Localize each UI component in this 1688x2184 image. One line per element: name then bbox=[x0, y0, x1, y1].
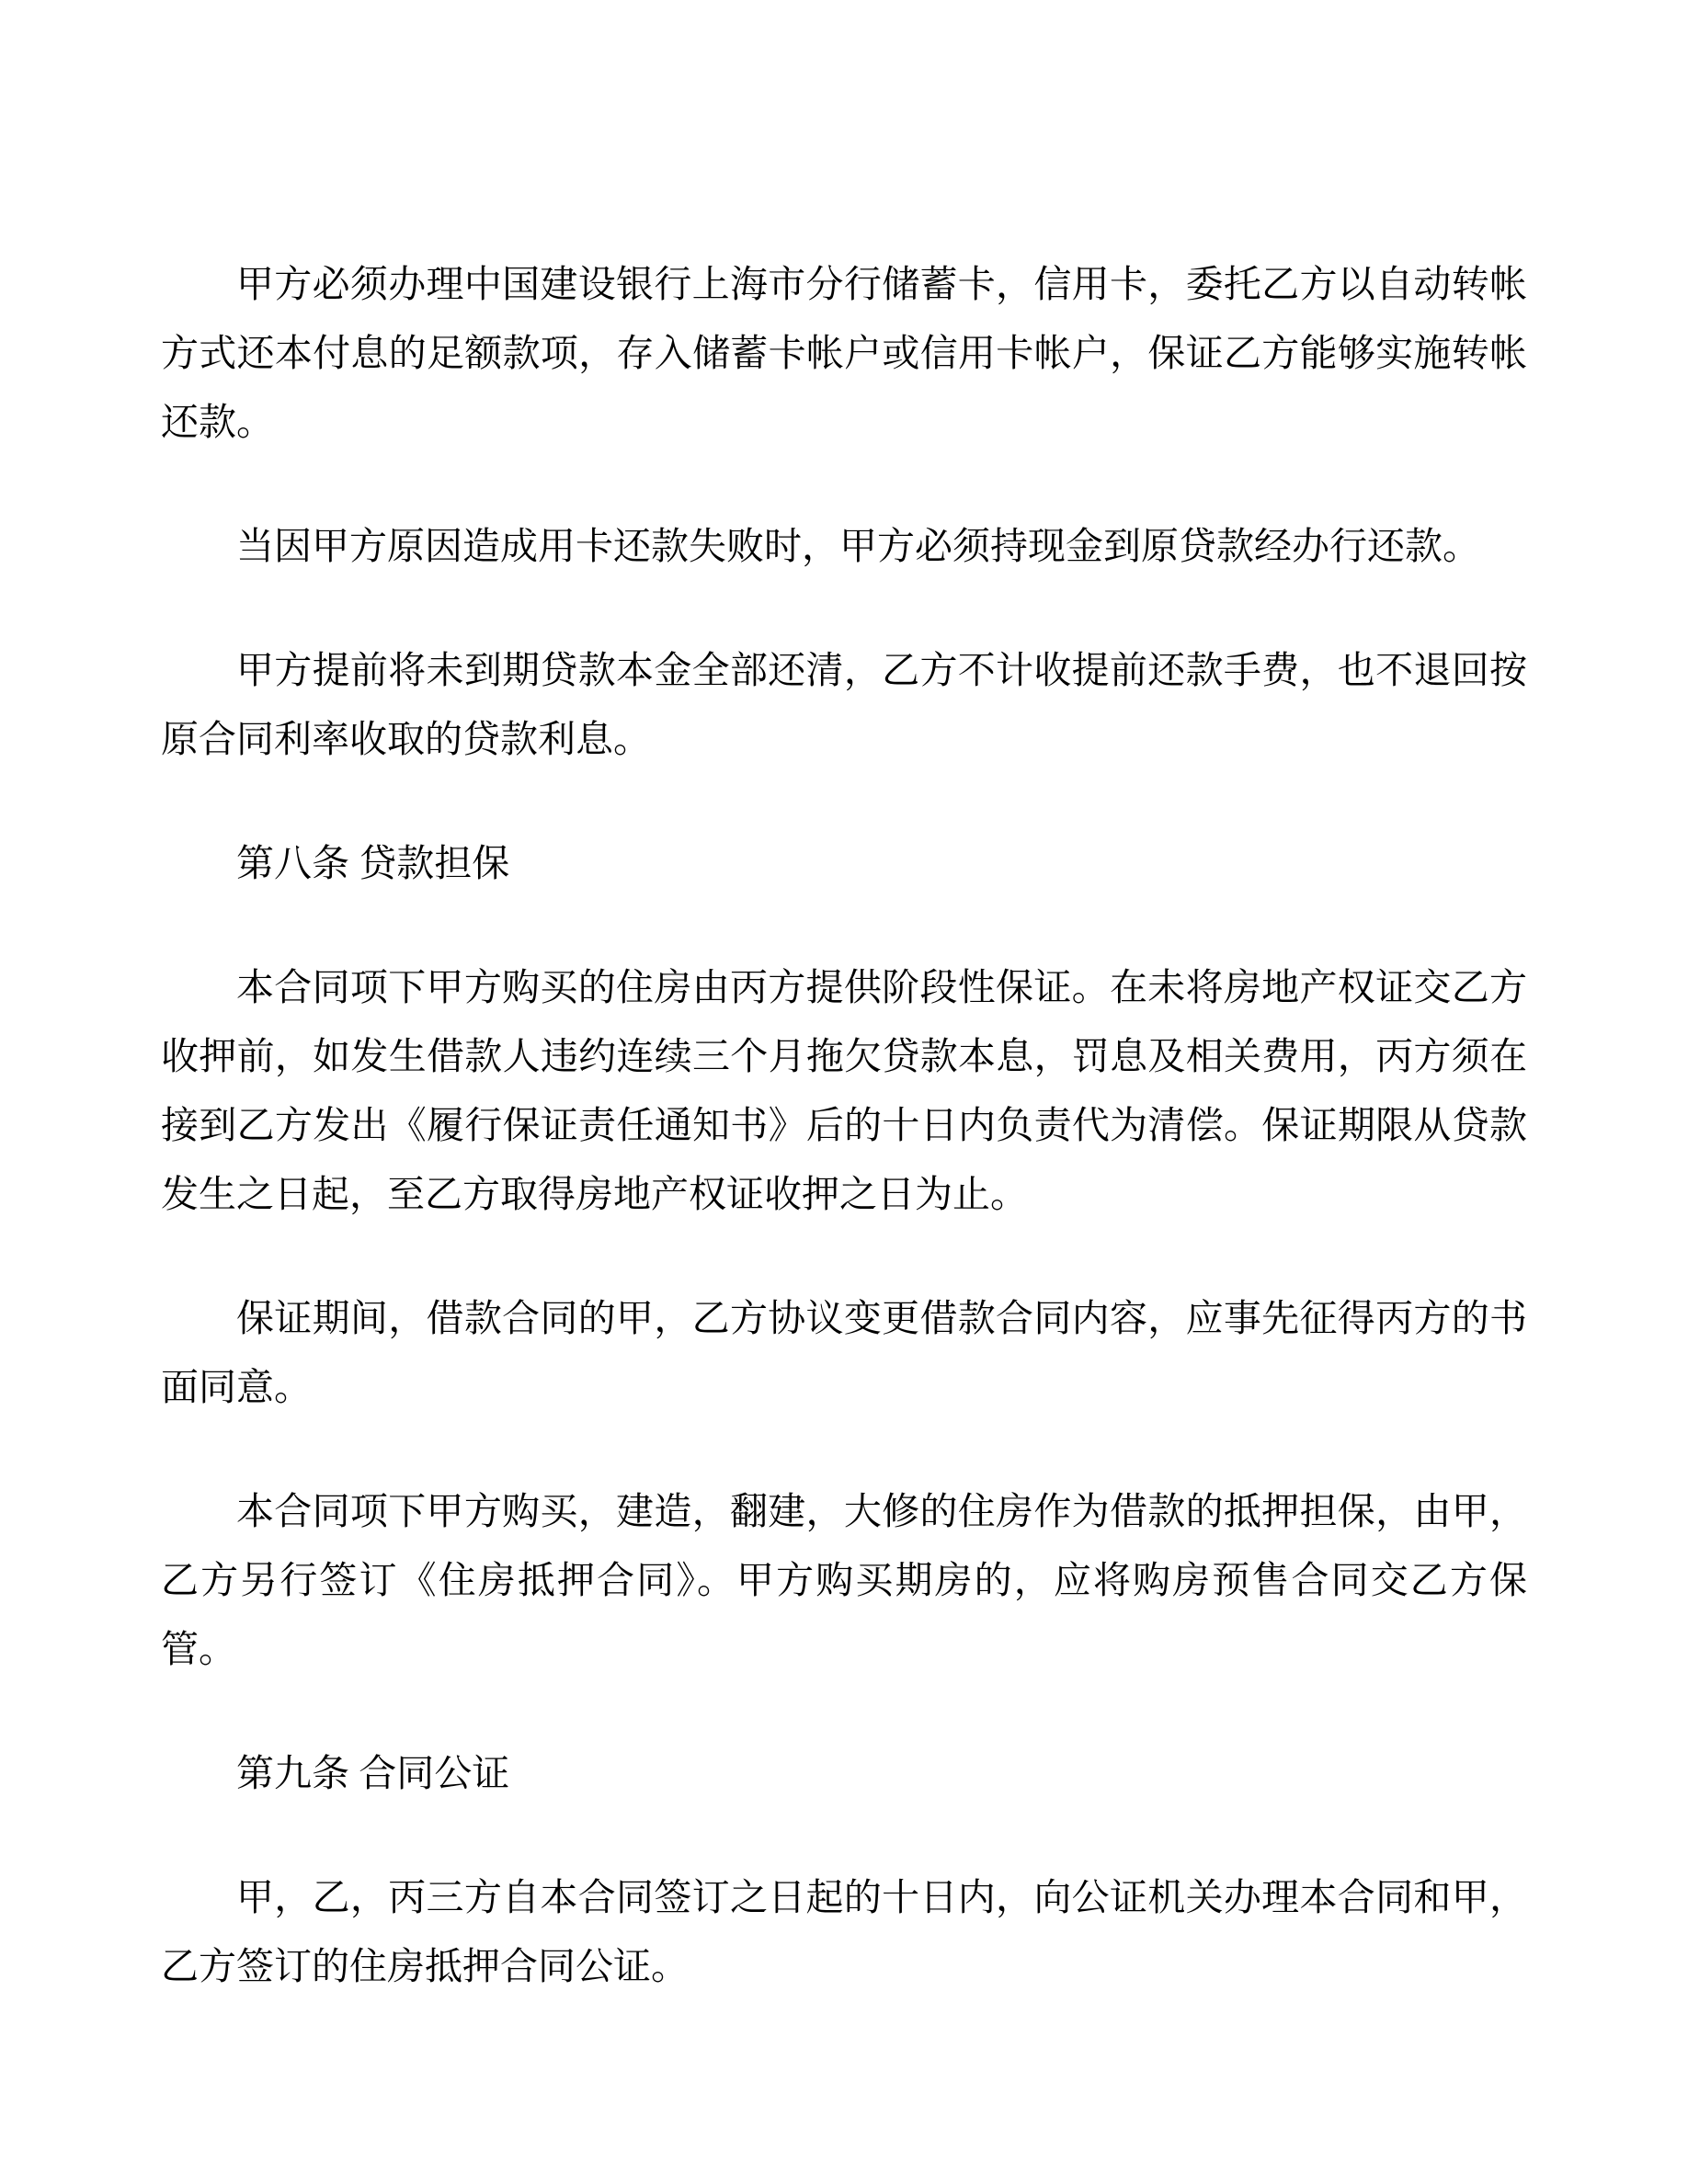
paragraph-cash-repayment: 当因甲方原因造成用卡还款失败时，甲方必须持现金到原贷款经办行还款。 bbox=[236, 525, 1480, 567]
paragraph-stage-guarantee: 本合同项下甲方购买的住房由丙方提供阶段性保证。在未将房地产权证交乙方收押前，如发生借款人违约连续三个月拖欠贷款本息，罚息及相关费用，丙方须在接到乙方发出《履行保证责任通知书》后的十日内负责代为清偿。保证期限从贷款发生之日起，至乙方取得房地产权证收押之日为止。 bbox=[161, 966, 1527, 1215]
section-heading-article-8: 第八条 贷款担保 bbox=[236, 842, 510, 884]
paragraph-notarization: 甲，乙，丙三方自本合同签订之日起的十日内，向公证机关办理本合同和甲，乙方签订的住房抵押合同公证。 bbox=[161, 1876, 1527, 1987]
paragraph-repayment-card: 甲方必须办理中国建设银行上海市分行储蓄卡，信用卡，委托乙方以自动转帐方式还本付息的足额款项，存入储蓄卡帐户或信用卡帐户，保证乙方能够实施转帐还款。 bbox=[161, 263, 1527, 443]
paragraph-early-repayment: 甲方提前将未到期贷款本金全部还清，乙方不计收提前还款手费，也不退回按原合同利率收取的贷款利息。 bbox=[161, 649, 1527, 760]
paragraph-guarantee-consent: 保证期间，借款合同的甲，乙方协议变更借款合同内容，应事先征得丙方的书面同意。 bbox=[161, 1297, 1527, 1408]
paragraph-mortgage-collateral: 本合同项下甲方购买，建造，翻建，大修的住房作为借款的抵押担保，由甲，乙方另行签订《住房抵押合同》。甲方购买期房的，应将购房预售合同交乙方保管。 bbox=[161, 1490, 1527, 1670]
section-heading-article-9: 第九条 合同公证 bbox=[236, 1752, 510, 1794]
